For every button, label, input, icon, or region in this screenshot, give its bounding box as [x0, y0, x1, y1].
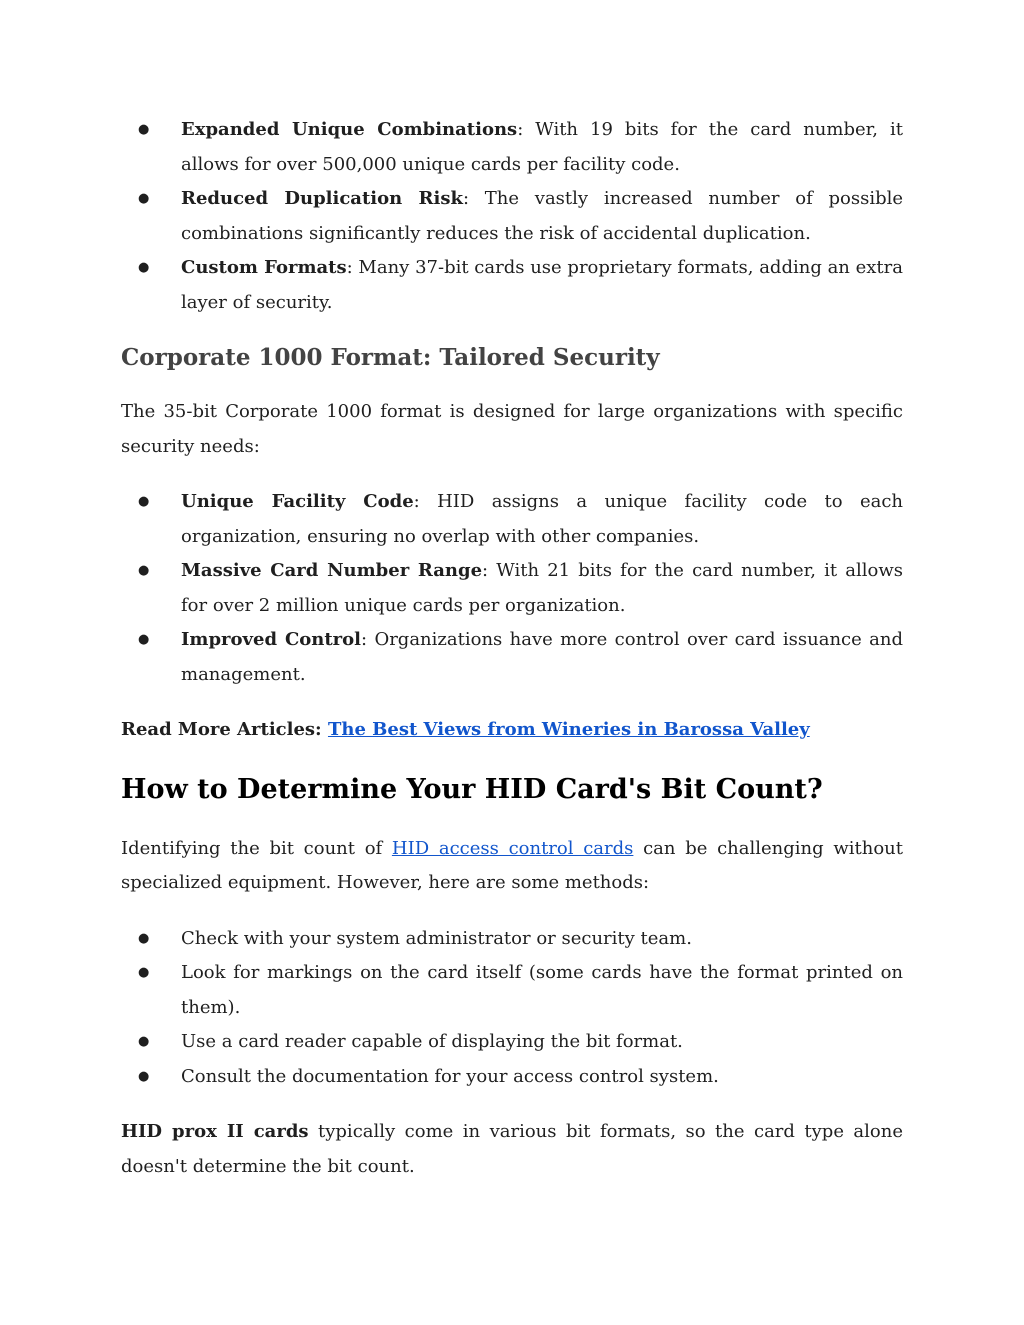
identify-text-before: Identifying the bit count of [121, 837, 392, 859]
corporate-intro: The 35-bit Corporate 1000 format is designed for large organizations with specific security needs: [121, 401, 903, 457]
read-more-line [121, 713, 903, 748]
bullet-icon: ● [138, 1034, 150, 1049]
bullet-icon: ● [138, 122, 150, 137]
read-more-label: Read More Articles: [121, 719, 328, 740]
bullet-icon: ● [138, 1068, 150, 1084]
bullet-icon: ● [138, 632, 150, 647]
benefits-list-37bit [121, 113, 903, 320]
list-item [121, 1060, 903, 1095]
list-item-term: Unique Facility Code [181, 491, 414, 512]
list-item-term: Reduced Duplication Risk [181, 188, 463, 209]
list-item-desc: : With 19 bits for the card number, it allows for over 500,000 unique cards per facility code. [181, 119, 903, 175]
list-item [121, 554, 903, 623]
identify-text-after: can be challenging without specialized equipment. However, here are some methods: [121, 837, 903, 893]
list-item [121, 485, 903, 554]
bullet-icon: ● [138, 260, 150, 275]
corporate-features-list [121, 485, 903, 692]
list-item-desc: : With 21 bits for the card number, it allows for over 2 million unique cards per organization. [181, 560, 903, 616]
list-item-text: Use a card reader capable of displaying the bit format. [181, 1031, 683, 1052]
document-content [121, 113, 903, 1184]
list-item [121, 1025, 903, 1060]
closing-paragraph [121, 1115, 903, 1184]
list-item-term: Massive Card Number Range [181, 560, 483, 581]
list-item [121, 623, 903, 692]
list-item-desc: : Organizations have more control over card issuance and management. [181, 629, 903, 685]
bullet-icon: ● [138, 494, 150, 509]
list-item [121, 956, 903, 1025]
bullet-icon: ● [138, 191, 150, 206]
read-more-link[interactable]: The Best Views from Wineries in Barossa Valley [327, 719, 810, 740]
list-item-term: Expanded Unique Combinations [181, 119, 518, 140]
list-item-text: Check with your system administrator or security team. [181, 927, 692, 949]
list-item-desc: : HID assigns a unique facility code to each organization, ensuring no overlap with other companies. [181, 491, 904, 547]
list-item-term: Improved Control [181, 629, 362, 650]
list-item [121, 182, 903, 251]
bullet-icon: ● [138, 930, 150, 946]
list-item [121, 922, 903, 957]
list-item [121, 251, 903, 320]
corporate-heading: Corporate 1000 Format: Tailored Security [121, 344, 660, 371]
list-item [121, 113, 903, 182]
methods-list [121, 922, 903, 1095]
identify-paragraph [121, 832, 903, 901]
hid-access-control-cards-link[interactable]: HID access control cards [391, 837, 634, 859]
list-item-desc: : The vastly increased number of possible combinations significantly reduces the risk of accidental duplication. [181, 188, 904, 244]
list-item-desc: : Many 37-bit cards use proprietary formats, adding an extra layer of security. [181, 257, 904, 313]
list-item-text: Look for markings on the card itself (some cards have the format printed on them). [181, 962, 903, 1018]
closing-bold: HID prox II cards [121, 1121, 309, 1142]
bullet-icon: ● [138, 563, 150, 578]
closing-text: typically come in various bit formats, so the card type alone doesn't determine the bit count. [121, 1121, 904, 1177]
determine-heading: How to Determine Your HID Card's Bit Count? [121, 773, 823, 805]
list-item-text: Consult the documentation for your access control system. [181, 1065, 719, 1087]
bullet-icon: ● [138, 965, 150, 980]
list-item-term: Custom Formats [181, 257, 347, 278]
